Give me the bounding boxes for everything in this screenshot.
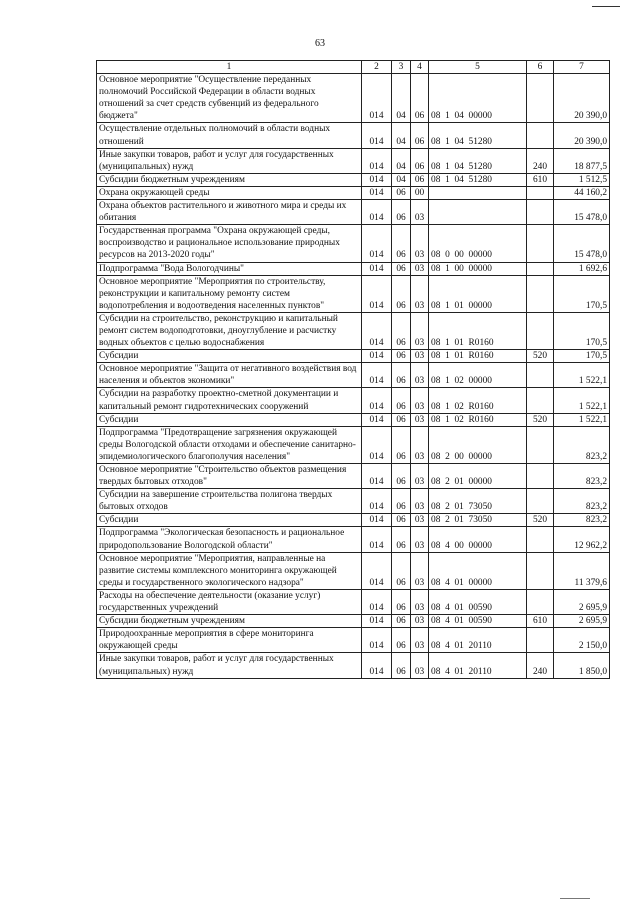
header-col-6: 6 [527,61,554,74]
row-col-3: 06 [392,628,411,653]
row-col-3: 06 [392,200,411,225]
row-col-3: 06 [392,262,411,275]
header-col-4: 4 [411,61,429,74]
row-col-7: 823,2 [554,489,610,514]
row-col-3: 04 [392,148,411,173]
row-col-2: 014 [362,464,392,489]
row-col-4: 03 [411,350,429,363]
table-row [97,589,610,614]
row-name: Субсидии на завершение строительства полигона твердых бытовых отходов [97,489,362,514]
row-name: Субсидии на разработку проектно-сметной документации и капитальный ремонт гидротехнических сооружений [97,388,362,413]
row-col-2: 014 [362,589,392,614]
table-row [97,514,610,527]
row-col-2: 014 [362,186,392,199]
row-col-6 [527,123,554,148]
row-name: Иные закупки товаров, работ и услуг для государственных (муниципальных) нужд [97,148,362,173]
row-col-3: 06 [392,527,411,552]
row-col-4: 03 [411,225,429,262]
row-col-5: 08 1 04 51280 [429,123,527,148]
row-name: Субсидии [97,350,362,363]
row-col-7: 44 160,2 [554,186,610,199]
row-col-2: 014 [362,489,392,514]
row-col-3: 06 [392,589,411,614]
row-col-5: 08 1 01 00000 [429,275,527,312]
row-col-3: 06 [392,186,411,199]
row-col-6 [527,388,554,413]
row-col-3: 06 [392,275,411,312]
row-col-4: 03 [411,527,429,552]
row-col-7: 1 512,5 [554,173,610,186]
row-name: Основное мероприятие "Защита от негативного воздействия вод населения и объектов экономики" [97,363,362,388]
row-col-3: 06 [392,653,411,678]
row-col-7: 823,2 [554,426,610,463]
row-col-2: 014 [362,363,392,388]
row-col-2: 014 [362,653,392,678]
row-col-7: 15 478,0 [554,225,610,262]
corner-line-mark [592,6,620,7]
row-col-7: 20 390,0 [554,123,610,148]
table-row [97,489,610,514]
row-col-5: 08 1 02 R0160 [429,388,527,413]
row-col-7: 18 877,5 [554,148,610,173]
row-name: Государственная программа "Охрана окружающей среды, воспроизводство и рациональное использование природных ресурсов на 2013-2020 годы" [97,225,362,262]
row-col-2: 014 [362,426,392,463]
table-row [97,225,610,262]
row-col-6: 520 [527,413,554,426]
row-col-6: 610 [527,615,554,628]
row-col-3: 06 [392,464,411,489]
row-col-5: 08 4 01 00000 [429,552,527,589]
row-col-6: 520 [527,514,554,527]
table-row [97,426,610,463]
row-col-7: 823,2 [554,514,610,527]
table-row [97,413,610,426]
row-col-3: 06 [392,363,411,388]
row-col-7: 2 695,9 [554,615,610,628]
header-col-3: 3 [392,61,411,74]
row-col-4: 03 [411,262,429,275]
row-col-4: 06 [411,173,429,186]
row-col-6 [527,74,554,123]
row-col-2: 014 [362,388,392,413]
row-col-3: 06 [392,615,411,628]
row-col-6 [527,275,554,312]
row-col-4: 06 [411,123,429,148]
row-col-5: 08 4 01 20110 [429,653,527,678]
row-col-2: 014 [362,173,392,186]
row-col-6 [527,552,554,589]
row-col-4: 03 [411,426,429,463]
row-col-3: 06 [392,388,411,413]
row-col-2: 014 [362,225,392,262]
bottom-line-mark [560,898,590,899]
table-row [97,312,610,349]
budget-table [96,60,610,679]
row-col-4: 03 [411,628,429,653]
row-col-6 [527,527,554,552]
row-col-7: 1 850,0 [554,653,610,678]
row-col-7: 2 695,9 [554,589,610,614]
row-col-4: 03 [411,653,429,678]
row-col-5: 08 2 00 00000 [429,426,527,463]
row-name: Подпрограмма "Экологическая безопасность и рациональное природопользование Вологодской области" [97,527,362,552]
row-col-2: 014 [362,413,392,426]
row-col-7: 11 379,6 [554,552,610,589]
row-col-7: 2 150,0 [554,628,610,653]
row-col-5: 08 1 04 00000 [429,74,527,123]
row-col-4: 03 [411,200,429,225]
row-col-4: 03 [411,388,429,413]
row-col-3: 06 [392,489,411,514]
row-col-7: 170,5 [554,275,610,312]
row-col-4: 06 [411,74,429,123]
row-col-5: 08 0 00 00000 [429,225,527,262]
table-row [97,527,610,552]
row-col-5: 08 4 00 00000 [429,527,527,552]
row-col-5: 08 1 01 R0160 [429,350,527,363]
table-row [97,123,610,148]
row-col-7: 170,5 [554,350,610,363]
row-col-6 [527,363,554,388]
row-col-3: 04 [392,123,411,148]
row-col-5: 08 1 04 51280 [429,148,527,173]
row-col-7: 1 522,1 [554,388,610,413]
row-col-2: 014 [362,514,392,527]
row-col-7: 823,2 [554,464,610,489]
row-col-6: 240 [527,148,554,173]
row-col-4: 03 [411,514,429,527]
row-col-2: 014 [362,615,392,628]
row-col-4: 03 [411,413,429,426]
table-body [97,74,610,679]
row-col-6: 520 [527,350,554,363]
table-row [97,388,610,413]
row-col-6: 610 [527,173,554,186]
row-name: Субсидии бюджетным учреждениям [97,615,362,628]
row-col-4: 03 [411,363,429,388]
row-col-3: 04 [392,173,411,186]
table-row [97,552,610,589]
row-col-5 [429,186,527,199]
row-col-2: 014 [362,148,392,173]
header-col-7: 7 [554,61,610,74]
row-col-6 [527,200,554,225]
row-name: Осуществление отдельных полномочий в области водных отношений [97,123,362,148]
row-col-7: 1 522,1 [554,363,610,388]
row-col-3: 06 [392,552,411,589]
row-col-5: 08 2 01 73050 [429,514,527,527]
row-col-3: 06 [392,350,411,363]
row-name: Субсидии [97,413,362,426]
row-col-7: 1 692,6 [554,262,610,275]
row-name: Основное мероприятие "Строительство объектов размещения твердых бытовых отходов" [97,464,362,489]
row-col-5: 08 4 01 00590 [429,615,527,628]
table-row [97,275,610,312]
row-col-6 [527,426,554,463]
row-col-2: 014 [362,628,392,653]
row-col-3: 06 [392,413,411,426]
row-name: Основное мероприятие "Мероприятия, направленные на развитие системы комплексного мониторинга окружающей среды и государственного экологического надзора" [97,552,362,589]
table-header-row [97,61,610,74]
row-name: Подпрограмма "Вода Вологодчины" [97,262,362,275]
row-col-7: 12 962,2 [554,527,610,552]
row-col-2: 014 [362,74,392,123]
table-row [97,464,610,489]
table-row [97,262,610,275]
row-col-2: 014 [362,262,392,275]
header-col-1: 1 [97,61,362,74]
row-name: Субсидии [97,514,362,527]
row-col-2: 014 [362,350,392,363]
row-col-6 [527,464,554,489]
row-col-5: 08 1 02 00000 [429,363,527,388]
row-name: Основное мероприятие "Осуществление переданных полномочий Российской Федерации в области водных отношений за счет средств субвенций из федерального бюджета" [97,74,362,123]
row-col-4: 03 [411,615,429,628]
header-col-5: 5 [429,61,527,74]
row-col-7: 170,5 [554,312,610,349]
row-col-5: 08 1 04 51280 [429,173,527,186]
row-col-4: 03 [411,464,429,489]
row-col-5 [429,200,527,225]
row-name: Субсидии на строительство, реконструкцию и капитальный ремонт систем водоподготовки, дноуглубление и расчистку водных объектов с целью водоснабжения [97,312,362,349]
row-col-4: 06 [411,148,429,173]
row-name: Иные закупки товаров, работ и услуг для государственных (муниципальных) нужд [97,653,362,678]
row-col-2: 014 [362,123,392,148]
table-row [97,148,610,173]
row-col-4: 03 [411,312,429,349]
table-row [97,653,610,678]
row-col-6 [527,589,554,614]
row-col-7: 1 522,1 [554,413,610,426]
row-col-7: 15 478,0 [554,200,610,225]
table-row [97,615,610,628]
row-col-5: 08 1 01 R0160 [429,312,527,349]
row-col-2: 014 [362,527,392,552]
row-col-2: 014 [362,312,392,349]
row-col-5: 08 1 00 00000 [429,262,527,275]
table-row [97,173,610,186]
row-name: Охрана окружающей среды [97,186,362,199]
row-col-5: 08 4 01 20110 [429,628,527,653]
row-col-2: 014 [362,275,392,312]
row-name: Подпрограмма "Предотвращение загрязнения окружающей среды Вологодской области отходами и обеспечение санитарно-эпидемиологического благополучия населения" [97,426,362,463]
row-col-7: 20 390,0 [554,74,610,123]
row-name: Расходы на обеспечение деятельности (оказание услуг) государственных учреждений [97,589,362,614]
row-col-6 [527,225,554,262]
header-col-2: 2 [362,61,392,74]
row-col-4: 03 [411,275,429,312]
row-name: Охрана объектов растительного и животного мира и среды их обитания [97,200,362,225]
row-col-5: 08 2 01 00000 [429,464,527,489]
row-col-5: 08 1 02 R0160 [429,413,527,426]
row-col-6: 240 [527,653,554,678]
row-name: Основное мероприятие "Мероприятия по строительству, реконструкции и капитальному ремонту систем водопотребления и водоотведения населенных пунктов" [97,275,362,312]
row-col-4: 03 [411,552,429,589]
row-name: Субсидии бюджетным учреждениям [97,173,362,186]
row-col-6 [527,186,554,199]
row-col-3: 04 [392,74,411,123]
table-row [97,363,610,388]
row-col-4: 03 [411,589,429,614]
row-col-2: 014 [362,552,392,589]
row-col-5: 08 2 01 73050 [429,489,527,514]
row-col-3: 06 [392,312,411,349]
row-col-4: 00 [411,186,429,199]
table-row [97,74,610,123]
row-col-6 [527,262,554,275]
page-number: 63 [315,38,325,49]
table-row [97,186,610,199]
row-col-6 [527,489,554,514]
row-col-3: 06 [392,426,411,463]
row-col-4: 03 [411,489,429,514]
row-col-6 [527,628,554,653]
table-row [97,628,610,653]
row-name: Природоохранные мероприятия в сфере мониторинга окружающей среды [97,628,362,653]
row-col-2: 014 [362,200,392,225]
row-col-5: 08 4 01 00590 [429,589,527,614]
row-col-6 [527,312,554,349]
row-col-3: 06 [392,225,411,262]
table-row [97,350,610,363]
table-row [97,200,610,225]
row-col-3: 06 [392,514,411,527]
